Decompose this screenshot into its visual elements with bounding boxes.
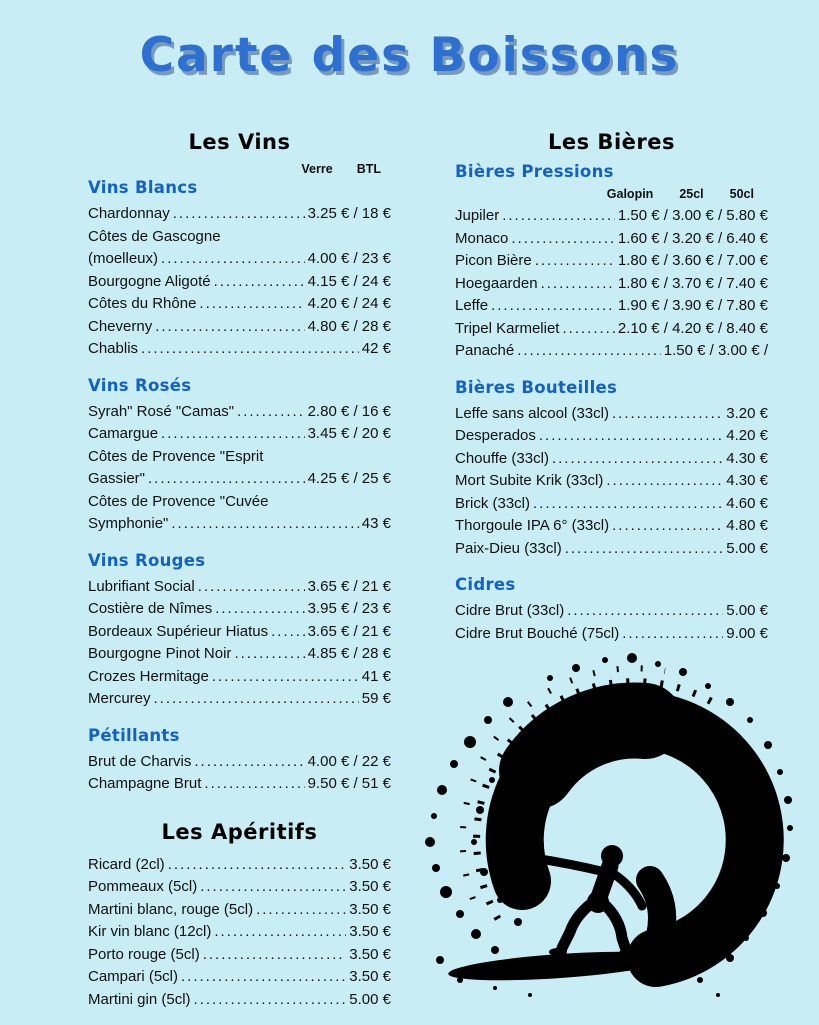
section-items-bieres-bouteilles: [455, 403, 768, 561]
section-heading-vins-roses: Vins Rosés: [88, 375, 192, 395]
dot-leader: [154, 688, 359, 711]
menu-item-name: Cheverny: [88, 317, 153, 335]
menu-item-name: Côtes du Rhône: [88, 295, 197, 312]
menu-item-price: 4.25 € / 25 €: [307, 470, 391, 487]
menu-item-price: 4.80 €: [726, 517, 768, 534]
menu-item-name-line1: Côtes de Gascogne: [88, 227, 221, 245]
menu-item: [455, 250, 768, 273]
menu-item: [88, 643, 391, 666]
menu-item-name: Bourgogne Pinot Noir: [88, 645, 232, 662]
menu-item-price: 3.95 € / 23 €: [307, 600, 391, 617]
section-heading-petillants: Pétillants: [88, 725, 180, 745]
menu-item: [455, 515, 768, 538]
dot-leader: [161, 248, 305, 271]
menu-item-name: Campari (5cl): [88, 968, 179, 985]
menu-item-price: 9.50 € / 51 €: [307, 775, 391, 792]
menu-item-price: 3.25 € / 18 €: [307, 205, 391, 222]
dot-leader: [194, 751, 304, 774]
menu-item-price: 3.50 €: [349, 968, 391, 985]
dot-leader: [606, 470, 723, 493]
menu-item-price: 1.60 € / 3.20 € / 6.40 €: [617, 229, 768, 247]
menu-item: [455, 600, 768, 623]
wine-price-headers: [88, 162, 391, 176]
dot-leader: [622, 623, 723, 646]
menu-item: [455, 448, 768, 471]
menu-item-name: Brut de Charvis: [88, 752, 192, 770]
dot-leader: [198, 576, 305, 599]
menu-item-name: Cidre Brut (33cl): [455, 602, 565, 619]
page-title: Carte des Boissons: [139, 28, 680, 83]
menu-item-price: 3.50 €: [349, 923, 391, 940]
menu-item-price: 4.20 € / 24 €: [307, 295, 391, 312]
menu-item-price: 4.30 €: [726, 472, 768, 489]
menu-item: [88, 966, 391, 989]
beer-size-header-galopin: Galopin: [606, 187, 654, 201]
section-items-petillants: [88, 751, 391, 796]
menu-item-price: 4.30 €: [726, 449, 768, 467]
section-heading-vins-blancs: Vins Blancs: [88, 178, 198, 197]
menu-item-name: Bordeaux Supérieur Hiatus: [88, 622, 269, 640]
menu-item-name: Chardonnay: [88, 205, 170, 222]
dot-leader: [203, 944, 347, 967]
menu-item-name: Thorgoule IPA 6° (33cl): [455, 517, 610, 534]
menu-item: [88, 598, 391, 621]
menu-item-price: 2.10 € / 4.20 € / 8.40 €: [617, 319, 768, 337]
wine-price-header-btl: BTL: [356, 162, 381, 176]
menu-item: [455, 273, 768, 296]
dot-leader: [155, 316, 304, 339]
menu-item: [88, 423, 391, 446]
menu-item: [88, 248, 391, 271]
menu-item-name: Gassier": [88, 470, 146, 487]
menu-item-name: Martini blanc, rouge (5cl): [88, 900, 254, 918]
menu-item-name: Hoegaarden: [455, 274, 538, 292]
dot-leader: [271, 621, 304, 644]
menu-item: [88, 773, 391, 796]
menu-item-name-line1: Côtes de Provence "Cuvée: [88, 492, 269, 510]
menu-item: [455, 538, 768, 561]
surfer-icon: [534, 845, 642, 957]
aperitifs-heading: Les Apéritifs: [161, 819, 318, 844]
menu-item-price: 42 €: [361, 340, 391, 357]
dot-leader: [237, 401, 305, 424]
dot-leader: [148, 468, 305, 491]
menu-item-name: Jupiler: [455, 207, 500, 224]
menu-item-price: 1.90 € / 3.90 € / 7.80 €: [617, 297, 768, 314]
dot-leader: [161, 423, 305, 446]
menu-item-name: Martini gin (5cl): [88, 990, 191, 1008]
wines-column: [88, 130, 391, 1011]
menu-item: [455, 425, 768, 448]
menu-item-name: Leffe sans alcool (33cl): [455, 404, 609, 422]
menu-item-price: 5.00 €: [726, 539, 768, 557]
section-items-vins-rouges: [88, 576, 391, 711]
menu-item-name: Mort Subite Krik (33cl): [455, 472, 604, 489]
dot-leader: [168, 854, 347, 877]
menu-item-price: 3.50 €: [349, 945, 391, 963]
menu-item-name: Paix-Dieu (33cl): [455, 539, 562, 557]
dot-leader: [214, 271, 305, 294]
dot-leader: [256, 899, 346, 922]
menu-item: [455, 470, 768, 493]
menu-item-price: 5.00 €: [349, 990, 391, 1008]
menu-item-name: Picon Bière: [455, 252, 532, 269]
menu-item-name: Panaché: [455, 342, 515, 359]
section-items-bieres-pressions: [455, 205, 768, 363]
section-items-cidres: [455, 600, 768, 645]
menu-item: [88, 271, 391, 294]
menu-item-name: Ricard (2cl): [88, 855, 165, 873]
dot-leader: [541, 273, 615, 296]
dot-leader: [517, 340, 661, 363]
dot-leader: [502, 205, 615, 228]
menu-item-name: Costière de Nîmes: [88, 600, 213, 617]
menu-item: [455, 228, 768, 251]
section-heading-cidres: Cidres: [455, 575, 516, 594]
menu-item: [88, 921, 391, 944]
beer-size-header-50cl: 50cl: [729, 187, 754, 201]
dot-leader: [234, 643, 304, 666]
menu-item-price: 3.20 €: [726, 404, 768, 422]
dot-leader: [199, 293, 304, 316]
menu-item: [88, 854, 391, 877]
menu-item-price: 5.00 €: [726, 602, 768, 619]
menu-item: [88, 751, 391, 774]
menu-item: [88, 576, 391, 599]
section-items-vins-roses: [88, 401, 391, 536]
menu-item: [88, 688, 391, 711]
section-items-vins-blancs: [88, 203, 391, 361]
menu-item: [88, 316, 391, 339]
menu-item-name: Leffe: [455, 297, 489, 314]
dot-leader: [565, 538, 724, 561]
dot-leader: [491, 295, 615, 318]
menu-item-price: 59 €: [361, 690, 391, 707]
menu-item-name: Camargue: [88, 425, 159, 442]
menu-item-price: 1.50 € / 3.00 € /: [663, 342, 768, 359]
dot-leader: [612, 403, 723, 426]
menu-item-name: Crozes Hermitage: [88, 667, 209, 685]
menu-item: [88, 876, 391, 899]
menu-item: [88, 401, 391, 424]
menu-item-name: Bourgogne Aligoté: [88, 272, 211, 290]
dot-leader: [212, 666, 359, 689]
menu-item: [455, 493, 768, 516]
menu-item-price: 3.65 € / 21 €: [307, 577, 391, 595]
dot-leader: [181, 966, 346, 989]
beers-column: [455, 130, 768, 645]
menu-item-price: 4.00 € / 22 €: [307, 752, 391, 770]
dot-leader: [141, 338, 359, 361]
menu-item-price: 43 €: [361, 515, 391, 532]
menu-item-name: Kir vin blanc (12cl): [88, 923, 212, 940]
menu-item: [88, 203, 391, 226]
menu-item: [88, 621, 391, 644]
menu-item-price: 4.20 €: [726, 427, 768, 444]
menu-item-price: 3.65 € / 21 €: [307, 622, 391, 640]
menu-item-name: Desperados: [455, 427, 536, 444]
menu-item-name-line1: Côtes de Provence "Esprit: [88, 447, 264, 465]
menu-item-name: Chablis: [88, 340, 139, 357]
menu-item: [88, 666, 391, 689]
dot-leader: [200, 876, 346, 899]
dot-leader: [535, 250, 615, 273]
menu-item-name: Brick (33cl): [455, 494, 531, 512]
dot-leader: [173, 203, 305, 226]
menu-item-price: 4.15 € / 24 €: [307, 272, 391, 290]
menu-item-price: 1.50 € / 3.00 € / 5.80 €: [617, 207, 768, 224]
menu-item-name: Lubrifiant Social: [88, 577, 195, 595]
dot-leader: [612, 515, 723, 538]
dot-leader: [567, 600, 723, 623]
section-heading-vins-rouges: Vins Rouges: [88, 550, 206, 570]
menu-item-price: 4.80 € / 28 €: [307, 317, 391, 335]
dot-leader: [171, 513, 358, 536]
menu-item: [88, 513, 391, 536]
dot-leader: [533, 493, 723, 516]
beer-size-headers: [455, 187, 768, 201]
dot-leader: [552, 448, 723, 471]
menu-item-price: 3.45 € / 20 €: [307, 425, 391, 442]
menu-item-price: 3.50 €: [349, 900, 391, 918]
menu-item: [88, 899, 391, 922]
menu-item-price: 4.00 € / 23 €: [307, 250, 391, 267]
menu-item-name: Tripel Karmeliet: [455, 319, 560, 337]
wine-price-header-verre: Verre: [301, 162, 333, 176]
menu-item-price: 3.50 €: [349, 855, 391, 873]
menu-item-price: 1.80 € / 3.60 € / 7.00 €: [617, 252, 768, 269]
dot-leader: [215, 598, 304, 621]
menu-item-name: Monaco: [455, 229, 509, 247]
menu-item-name: Porto rouge (5cl): [88, 945, 200, 963]
menu-item: [88, 944, 391, 967]
menu-item-name: Cidre Brut Bouché (75cl): [455, 624, 620, 642]
section-heading-bieres-bouteilles: Bières Bouteilles: [455, 377, 618, 397]
menu-item-price: 4.60 €: [726, 494, 768, 512]
menu-item-name: Symphonie": [88, 515, 169, 532]
dot-leader: [562, 318, 614, 341]
menu-item: [88, 468, 391, 491]
menu-item: [455, 403, 768, 426]
menu-item-name: (moelleux): [88, 250, 159, 267]
surfer-wave-illustration: [400, 650, 819, 1025]
menu-item: [455, 318, 768, 341]
menu-item-price: 3.50 €: [349, 878, 391, 895]
dot-leader: [204, 773, 304, 796]
beers-heading: Les Bières: [548, 130, 675, 154]
menu-item-price: 1.80 € / 3.70 € / 7.40 €: [617, 274, 768, 292]
menu-item-price: 4.85 € / 28 €: [307, 645, 391, 662]
aperitifs-items: [88, 854, 391, 1012]
menu-item: [455, 205, 768, 228]
menu-item-name: Syrah" Rosé "Camas": [88, 402, 235, 420]
menu-item: [88, 293, 391, 316]
menu-item-name: Pommeaux (5cl): [88, 878, 198, 895]
menu-item-name: Champagne Brut: [88, 775, 202, 792]
menu-item: [88, 989, 391, 1012]
menu-item-price: 41 €: [361, 667, 391, 685]
dot-leader: [194, 989, 347, 1012]
menu-item-price: 9.00 €: [726, 624, 768, 642]
dot-leader: [511, 228, 615, 251]
menu-item: [455, 340, 768, 363]
menu-item: [455, 623, 768, 646]
menu-item-price: 2.80 € / 16 €: [307, 402, 391, 420]
menu-item-name: Chouffe (33cl): [455, 449, 549, 467]
menu-item: [88, 338, 391, 361]
wines-heading: Les Vins: [188, 130, 291, 154]
dot-leader: [539, 425, 723, 448]
section-heading-bieres-pressions: Bières Pressions: [455, 162, 614, 181]
menu-item-name: Mercurey: [88, 690, 151, 707]
beer-size-header-25cl: 25cl: [679, 187, 704, 201]
dot-leader: [214, 921, 346, 944]
menu-item: [455, 295, 768, 318]
